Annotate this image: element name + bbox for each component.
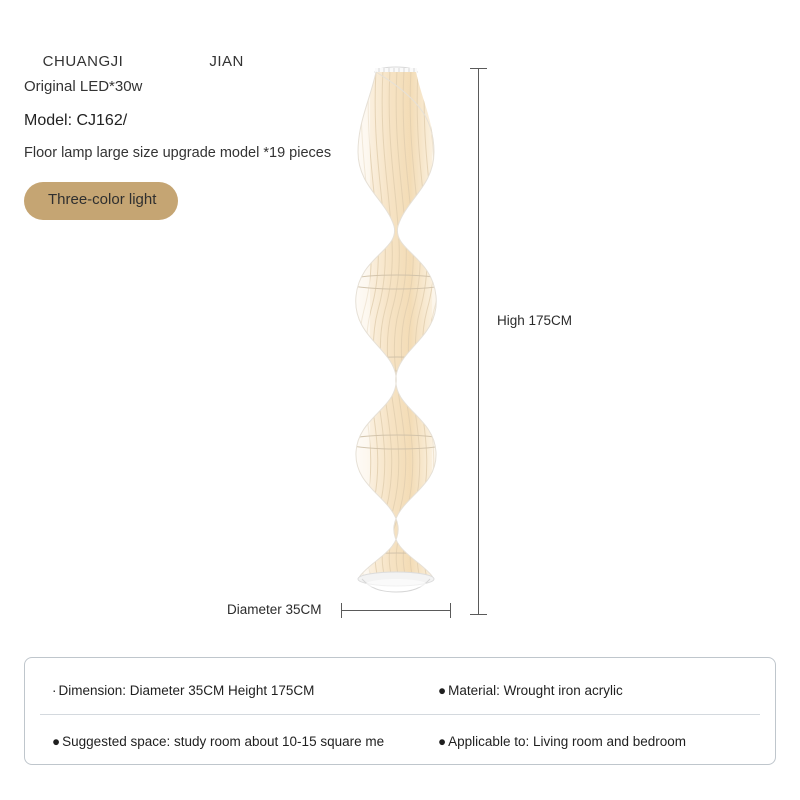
- three-color-light-badge-label: Three-color light: [48, 191, 157, 208]
- height-dimension-line: [478, 68, 479, 615]
- diameter-dimension-label: Diameter 35CM: [227, 602, 322, 617]
- brand-name: CHUANGJI: [42, 53, 124, 70]
- spec-item-text: Material: Wrought iron acrylic: [448, 683, 623, 698]
- model-line: Model: CJ162/: [24, 112, 128, 129]
- spec-item-dimension: [52, 683, 314, 698]
- height-tick-bottom: [470, 614, 487, 615]
- led-spec-line: Original LED*30w: [24, 78, 143, 95]
- spec-item-text: Applicable to: Living room and bedroom: [448, 734, 687, 749]
- bullet-icon: ·: [52, 683, 57, 698]
- spec-item-applicable-to: [438, 734, 686, 749]
- diameter-dimension-line: [341, 610, 451, 611]
- spec-box-divider: [40, 714, 760, 715]
- bullet-icon: ●: [438, 734, 447, 749]
- product-image: [336, 60, 456, 600]
- bullet-icon: ●: [438, 683, 447, 698]
- height-dimension-label: High 175CM: [497, 313, 573, 328]
- description-line: Floor lamp large size upgrade model *19 pieces: [24, 145, 332, 161]
- spec-item-text: Dimension: Diameter 35CM Height 175CM: [58, 683, 315, 698]
- diameter-tick-right: [450, 603, 451, 618]
- bullet-icon: ●: [52, 734, 61, 749]
- spec-item-text: Suggested space: study room about 10-15 square me: [62, 734, 385, 749]
- spec-item-material: [438, 683, 623, 698]
- floor-lamp-illustration: [336, 60, 456, 600]
- spec-item-suggested-space: [52, 734, 384, 749]
- brand-subname: JIAN: [209, 53, 244, 70]
